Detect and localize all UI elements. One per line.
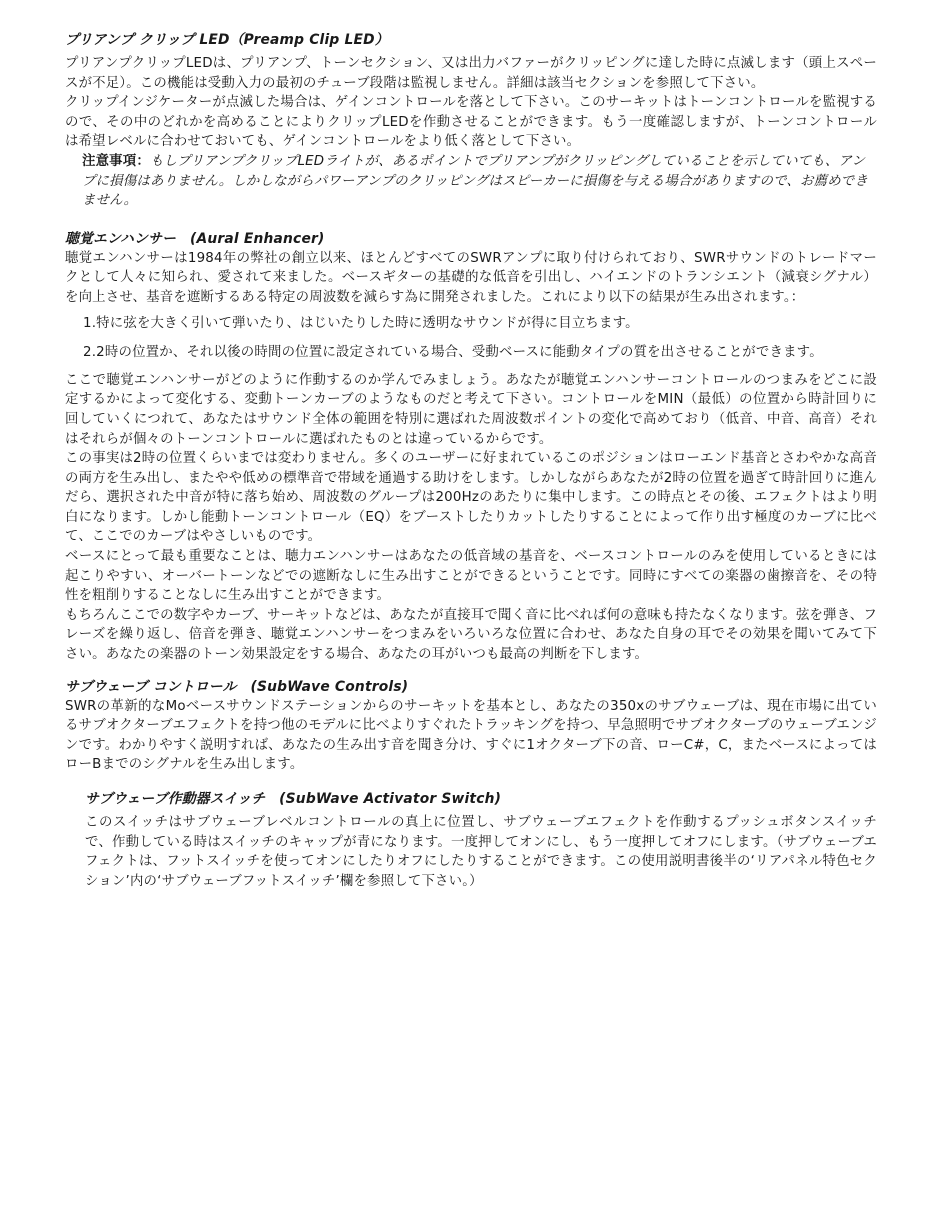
aural-enhancer-paragraph: この事実は2時の位置くらいまでは変わりません。多くのユーザーに好まれているこのポジションはローエンド基音とさわやかな高音の両方を生み出し、またやや低めの標準音で帯域を通過する助けをします。しかしながらあなたが2時の位置を過ぎて時計回りに進んだら、選択された中音が特に落ち始め、周波数のグループは200Hzのあたりに集中します。この時点とその後、エフェクトはより明白になります。しかし能動トーンコントロール（EQ）をブーストしたりカットしたりすることによって作り出す極度のカーブに比べて、ここでのカーブはやさしいものです。: [65, 451, 877, 545]
list-item: 2.2時の位置か、それ以後の時間の位置に設定されている場合、受動ベースに能動タイプの質を出させることができます。: [83, 345, 823, 361]
aural-enhancer-paragraph: ベースにとって最も重要なことは、聴力エンハンサーはあなたの低音域の基音を、ベースコントロールのみを使用しているときには起こりやすい、オーバートーンなどでの遮断なしに生み出すことができるということです。同時にすべての楽器の歯擦音を、その特性を粗削りすることなしに生み出すことができます。: [65, 549, 877, 604]
aural-enhancer-section: [65, 229, 877, 665]
list-item: 1.特に弦を大きく引いて弾いたり、はじいたりした時に透明なサウンドが得に目立ちます。: [83, 315, 639, 331]
caution-label: 注意事項：: [82, 153, 150, 169]
subwave-activator-heading: サブウェーブ作動器スイッチ (SubWave Activator Switch): [85, 791, 502, 807]
subwave-body: SWRの革新的なMoベースサウンドステーションからのサーキットを基本とし、あなたの350xのサブウェーブは、現在市場に出ているサブオクターブエフェクトを持つ他のモデルに比べよりすぐれたトラッキングを持つ、早急照明でサブオクターブのウェーブエンジンです。わかりやすく説明すれば、あなたの生み出す音を聞き分け、すぐに1オクターブ下の音、ローC#，C，またベースによってはローBまでのシグナルを生み出します。: [65, 698, 877, 773]
subwave-section: [65, 677, 877, 892]
aural-enhancer-result-list: [65, 314, 877, 363]
caution-note: [82, 152, 877, 211]
subwave-heading: サブウェーブ コントロール (SubWave Controls): [65, 678, 409, 695]
subwave-activator-body: このスイッチはサブウェーブレベルコントロールの真上に位置し、サブウェーブエフェクトを作動するプッシュボタンスイッチで、作動している時はスイッチのキャップが青になります。一度押してオンにし、もう一度押してオフにします。（サブウェーブエフェクトは、フットスイッチを使ってオンにしたりオフにしたりすることができます。この使用説明書後半の‘リアパネル特色セクション’内の‘サブウェーブフットスイッチ’欄を参照して下さい。）: [85, 815, 877, 889]
preamp-clip-section: [65, 30, 877, 211]
preamp-clip-paragraph: クリップインジケーターが点滅した場合は、ゲインコントロールを落として下さい。このサーキットはトーンコントロールを監視するので、その中のどれかを高めることによりクリップLEDを作動させることができます。もう一度確認しますが、トーンコントロールは希望レベルに合わせておいても、ゲインコントロールをより低く落として下さい。: [65, 95, 877, 150]
aural-enhancer-paragraph: ここで聴覚エンハンサーがどのように作動するのか学んでみましょう。あなたが聴覚エンハンサーコントロールのつまみをどこに設定するかによって変化する、変動トーンカーブのようなものだと考えて下さい。コントロールをMIN（最低）の位置から時計回りに回していくにつれて、あなたはサウンド全体の範囲を特別に選ばれた周波数ポイントの変化で高めており（低音、中音、高音）それはそれらが個々のトーンコントロールに選ばれたものとは違っているからです。: [65, 372, 877, 447]
preamp-clip-heading: プリアンプ クリップ LED（Preamp Clip LED）: [65, 32, 389, 48]
preamp-clip-paragraph: プリアンプクリップLEDは、プリアンプ、トーンセクション、又は出力バファーがクリッピングに達した時に点滅します（頭上スペースが不足）。この機能は受動入力の最初のチューブ段階は監視しません。詳細は該当セクションを参照して下さい。: [65, 56, 877, 91]
aural-enhancer-heading: 聴覚エンハンサー (Aural Enhancer): [65, 230, 325, 247]
aural-enhancer-intro: 聴覚エンハンサーは1984年の弊社の創立以来、ほとんどすべてのSWRアンプに取り付けられており、SWRサウンドのトレードマークとして人々に知られ、愛されて来ました。ベースギターの基礎的な低音を引出し、ハイエンドのトランシエント（減衰シグナル）を向上させ、基音を遮断するある特定の周波数を減らす為に開発されました。これにより以下の結果が生み出されます。：: [65, 250, 877, 305]
caution-text: もしプリアンプクリップLEDライトが、あるポイントでプリアンプがクリッピングしていることを示していても、アンプに損傷はありません。しかしながらパワーアンプのクリッピングはスピーカーに損傷を与える場合がありますので、お薦めできません。: [82, 153, 868, 209]
manual-page: [65, 30, 877, 891]
aural-enhancer-paragraph: もちろんここでの数字やカーブ、サーキットなどは、あなたが直接耳で聞く音に比べれば何の意味も持たなくなります。弦を弾き、フレーズを繰り返し、倍音を弾き、聴覚エンハンサーをつまみをいろいろな位置に合わせ、あなた自身の耳でその効果を聞いてみて下さい。あなたの楽器のトーン効果設定をする場合、あなたの耳がいつも最高の判断を下します。: [65, 607, 877, 663]
